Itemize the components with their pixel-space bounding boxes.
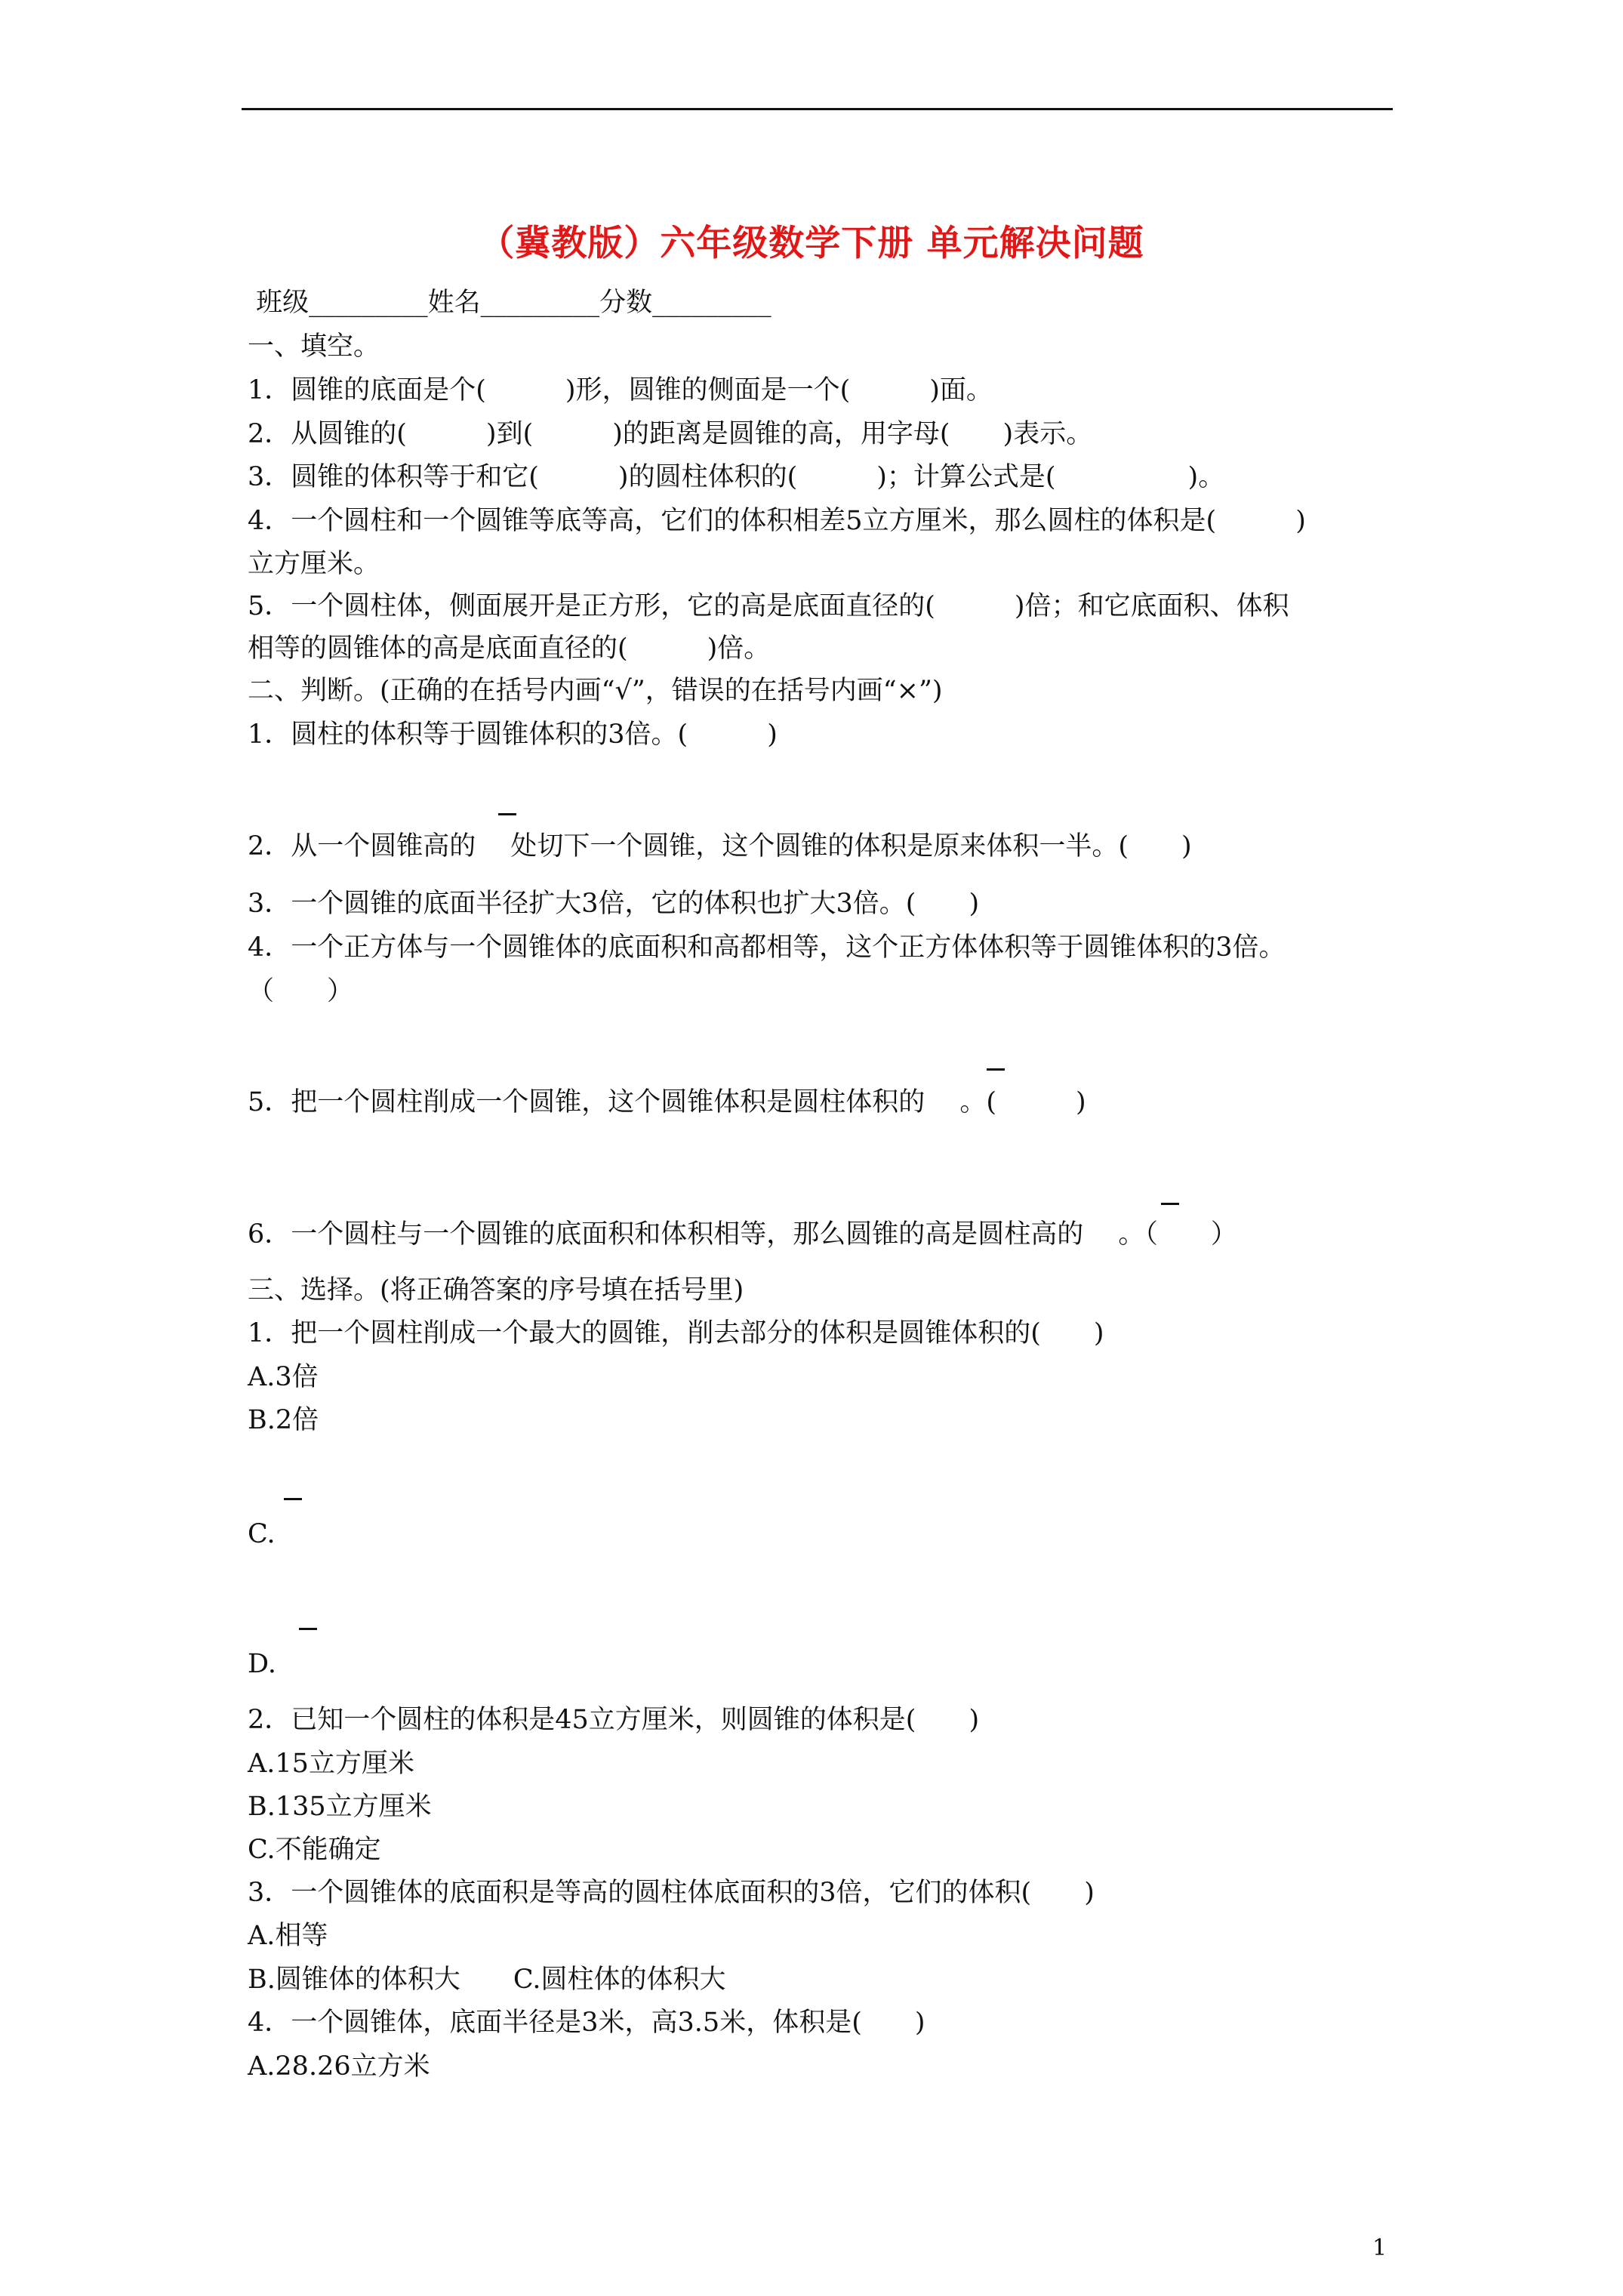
question-line: 3．一个圆锥体的底面积是等高的圆柱体底面积的3倍，它们的体积( ) (248, 1878, 1095, 1908)
question-line: 2．从圆锥的( )到( )的距离是圆锥的高，用字母( )表示。 (248, 419, 1093, 449)
fraction-bar-icon (299, 1628, 317, 1630)
question-line: 1．圆柱的体积等于圆锥体积的3倍。( ) (248, 720, 778, 750)
choice-option: A.相等 (248, 1921, 328, 1951)
question-line: 3．一个圆锥的底面半径扩大3倍，它的体积也扩大3倍。( ) (248, 889, 980, 919)
fraction-bar-icon (284, 1498, 302, 1500)
page-number: 1 (1372, 2235, 1387, 2261)
choice-option: B.圆锥体的体积大 C.圆柱体的体积大 (248, 1965, 726, 1995)
question-line: （ ） (248, 976, 354, 1006)
choice-option: A.28.26立方米 (248, 2051, 430, 2082)
section-heading-true-false: 二、判断。(正确的在括号内画“√”，错误的在括号内画“×”) (248, 676, 943, 706)
question-line: 1．把一个圆柱削成一个最大的圆锥，削去部分的体积是圆锥体积的( ) (248, 1318, 1104, 1348)
header-rule (242, 108, 1393, 110)
student-info-line: 班级_________姓名_________分数_________ (248, 288, 771, 318)
question-line: 4．一个正方体与一个圆锥体的底面积和高都相等，这个正方体体积等于圆锥体积的3倍。 (248, 932, 1286, 963)
question-line: 5．把一个圆柱削成一个圆锥，这个圆锥体积是圆柱体积的 。( ) (248, 1087, 1086, 1117)
choice-option: B.135立方厘米 (248, 1792, 432, 1822)
choice-option: A.3倍 (248, 1362, 319, 1392)
choice-option: A.15立方厘米 (248, 1749, 414, 1779)
choice-option: C.不能确定 (248, 1835, 381, 1865)
fraction-bar-icon (987, 1068, 1005, 1071)
question-line: 4．一个圆锥体，底面半径是3米，高3.5米，体积是( ) (248, 2008, 925, 2038)
question-line: 相等的圆锥体的高是底面直径的( )倍。 (248, 633, 771, 664)
question-line: 6．一个圆柱与一个圆锥的底面积和体积相等，那么圆锥的高是圆柱高的 。（ ） (248, 1219, 1237, 1250)
question-line: 4．一个圆柱和一个圆锥等底等高，它们的体积相差5立方厘米，那么圆柱的体积是( ) (248, 506, 1306, 536)
question-line: 5．一个圆柱体，侧面展开是正方形，它的高是底面直径的( )倍；和它底面积、体积 (248, 591, 1289, 621)
question-line: 2．从一个圆锥高的 处切下一个圆锥，这个圆锥的体积是原来体积一半。( ) (248, 831, 1192, 861)
choice-option: C. (248, 1519, 276, 1549)
choice-option: D. (248, 1649, 276, 1679)
question-line: 3．圆锥的体积等于和它( )的圆柱体积的( )；计算公式是( )。 (248, 462, 1225, 492)
fraction-bar-icon (498, 813, 516, 815)
choice-option: B.2倍 (248, 1405, 319, 1435)
question-line: 1．圆锥的底面是个( )形，圆锥的侧面是一个( )面。 (248, 375, 993, 405)
page-title: （冀教版）六年级数学下册 单元解决问题 (479, 223, 1144, 264)
section-heading-fill-in: 一、填空。 (248, 331, 380, 362)
fraction-bar-icon (1161, 1203, 1179, 1205)
question-line: 2．已知一个圆柱的体积是45立方厘米，则圆锥的体积是( ) (248, 1705, 980, 1735)
question-line: 立方厘米。 (248, 549, 380, 579)
section-heading-multiple-choice: 三、选择。(将正确答案的序号填在括号里) (248, 1275, 744, 1305)
